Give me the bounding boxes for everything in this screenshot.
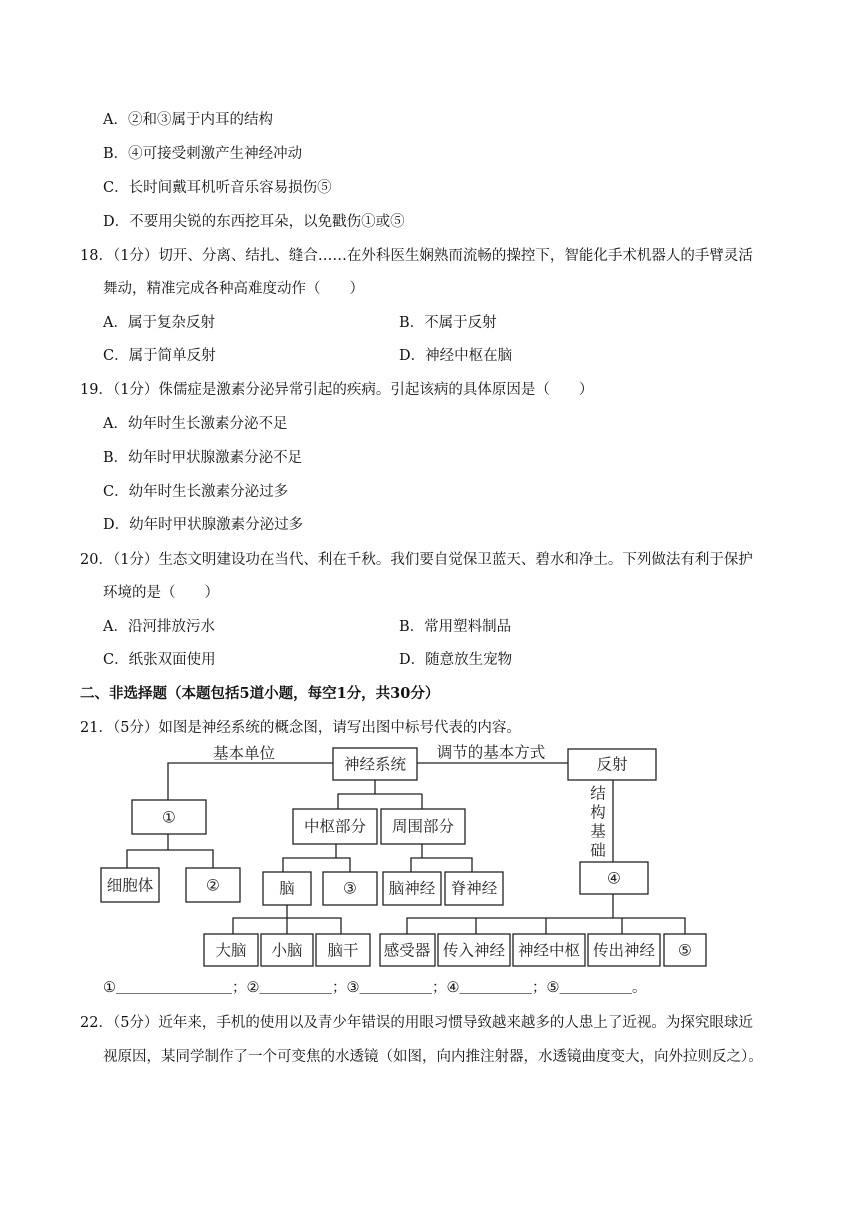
- label-center: 神经中枢: [517, 941, 581, 960]
- q17-option-c: C．长时间戴耳机听音乐容易损伤⑤: [103, 180, 332, 196]
- label-basis-4: 础: [590, 841, 606, 860]
- label-reflex: 反射: [596, 755, 628, 774]
- label-cell-body: 细胞体: [106, 876, 154, 895]
- q18-option-d: D．神经中枢在脑: [399, 348, 513, 364]
- label-afferent: 传入神经: [442, 941, 506, 960]
- section-2-title: 二、非选择题（本题包括5道小题，每空1分，共30分）: [80, 685, 440, 702]
- q19-option-c: C．幼年时生长激素分泌过多: [103, 484, 289, 500]
- q20-option-b: B．常用塑料制品: [399, 619, 512, 635]
- q20-stem-line2: 环境的是（ ）: [103, 585, 219, 601]
- q19-stem-line1: 19．（1分）侏儒症是激素分泌异常引起的疾病。引起该病的具体原因是（ ）: [80, 382, 594, 398]
- q20-option-c: C．纸张双面使用: [103, 652, 216, 668]
- label-root: 神经系统: [343, 755, 407, 774]
- q19-option-d: D．幼年时甲状腺激素分泌过多: [103, 517, 304, 533]
- label-edge-left: 基本单位: [212, 744, 276, 763]
- q19-option-a: A．幼年时生长激素分泌不足: [103, 416, 288, 432]
- edge-root-left: [168, 763, 333, 800]
- q20-option-a: A．沿河排放污水: [103, 619, 215, 635]
- label-cerebrum: 大脑: [215, 941, 247, 960]
- label-cerebellum: 小脑: [271, 941, 303, 960]
- label-edge-right: 调节的基本方式: [436, 743, 546, 762]
- q18-option-c: C．属于简单反射: [103, 348, 216, 364]
- label-n5: ⑤: [678, 941, 692, 960]
- edge-root-down: [338, 780, 375, 809]
- q20-option-d: D．随意放生宠物: [399, 652, 513, 668]
- label-n3: ③: [343, 879, 357, 898]
- q17-option-b: B．④可接受刺激产生神经冲动: [103, 146, 303, 162]
- q21-answer-line: ①＿＿＿＿＿＿＿＿；②＿＿＿＿＿；③＿＿＿＿＿；④＿＿＿＿＿；⑤＿＿＿＿＿。: [103, 980, 647, 996]
- q18-stem-line1: 18．（1分）切开、分离、结扎、缝合……在外科医生娴熟而流畅的操控下，智能化手术机器人的手臂灵活: [80, 248, 753, 264]
- label-receptor: 感受器: [383, 941, 431, 960]
- q20-stem-line1: 20．（1分）生态文明建设功在当代、利在千秋。我们要自觉保卫蓝天、碧水和净土。下列做法有利于保护: [80, 552, 753, 568]
- label-basis-2: 构: [590, 803, 606, 822]
- label-spinal: 脊神经: [450, 879, 498, 898]
- label-peripheral: 周围部分: [391, 817, 455, 836]
- q19-option-b: B．幼年时甲状腺激素分泌不足: [103, 450, 303, 466]
- label-basis-3: 基: [590, 822, 606, 841]
- q18-option-a: A．属于复杂反射: [103, 315, 215, 331]
- q18-stem-line2: 舞动，精准完成各种高难度动作（ ）: [103, 281, 364, 297]
- label-n2: ②: [206, 876, 220, 895]
- label-efferent: 传出神经: [592, 941, 656, 960]
- label-basis-1: 结: [590, 784, 606, 803]
- label-central: 中枢部分: [303, 817, 367, 836]
- q22-stem-line2: 视原因，某同学制作了一个可变焦的水透镜（如图，向内推注射器，水透镜曲度变大，向外拉则反之）。: [103, 1049, 763, 1065]
- q18-option-b: B．不属于反射: [399, 315, 497, 331]
- q22-stem-line1: 22．（5分）近年来，手机的使用以及青少年错误的用眼习惯导致越来越多的人患上了近视。为探究眼球近: [80, 1015, 753, 1031]
- q17-option-a: A．②和③属于内耳的结构: [103, 112, 273, 128]
- label-brain: 脑: [279, 879, 295, 898]
- q21-stem-line1: 21．（5分）如图是神经系统的概念图，请写出图中标号代表的内容。: [80, 720, 521, 736]
- label-n1: ①: [162, 808, 176, 827]
- label-cranial: 脑神经: [388, 879, 436, 898]
- label-n4: ④: [607, 869, 621, 888]
- label-brainstem: 脑干: [327, 941, 359, 960]
- q17-option-d: D．不要用尖锐的东西挖耳朵，以免戳伤①或⑤: [103, 214, 405, 230]
